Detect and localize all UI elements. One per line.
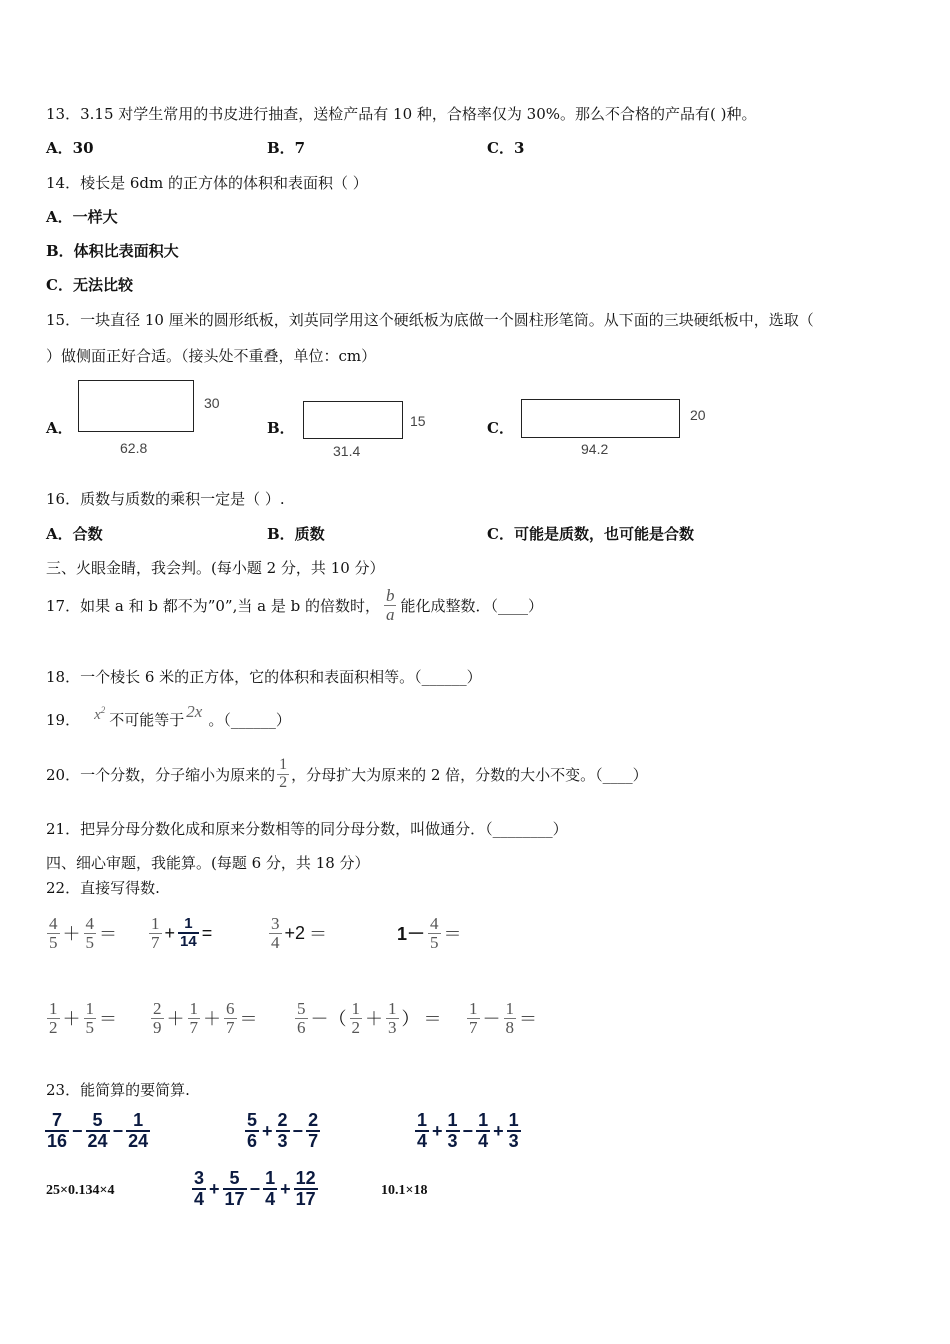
frac-num: 1 [388,998,397,1018]
plus-operator: + [432,1120,443,1141]
q23-e2-frac-a [245,1111,259,1151]
q23-e1-frac-a [45,1111,69,1151]
q22-r2e2-frac-b [188,1000,201,1037]
frac-num: 1 [478,1110,489,1131]
q16-option-b[interactable]: B．质数 [267,525,325,543]
q15-stem-line1: 15．一块直径 10 厘米的圆形纸板，刘英同学用这个硬纸板为底做一个圆柱形笔筒。从下面的三块硬纸板中，选取（ [46,311,814,329]
q19-after: 。（______） [208,711,291,729]
minus-operator: − [462,1120,474,1141]
q22-row2-expr2 [150,993,260,1043]
minus-operator: − [249,1178,261,1199]
frac-den: 8 [505,1017,514,1037]
q22-row1-expr1 [46,908,119,958]
q22-row2-expr1 [46,993,119,1043]
section-4-heading: 四、细心审题，我能算。(每题 6 分，共 18 分） [46,854,370,872]
minus-operator: − [112,1120,124,1141]
frac-den: 16 [47,1131,68,1151]
q22-row2-expr3 [294,993,444,1043]
frac-den: 6 [297,1017,306,1037]
frac-num: 1 [351,998,360,1018]
q13-stem: 13．3.15 对学生常用的书皮进行抽查，送检产品有 10 种，合格率仅为 30%。那么不合格的产品有( )种。 [46,105,757,123]
q16-stem: 16．质数与质数的乘积一定是（ ）. [46,490,285,508]
q15-stem-line2: ）做侧面正好合适。（接头处不重叠，单位：cm） [46,347,377,365]
q17-frac-den: a [385,604,395,624]
frac-den: 6 [247,1131,258,1151]
frac-num: 6 [226,998,235,1018]
q15-rect-b-width: 31.4 [333,443,361,459]
frac-num: 1 [469,998,478,1018]
q23-e3-frac-d [507,1111,521,1151]
frac-num: 5 [297,998,306,1018]
q20 [46,752,648,796]
q19-x: x [94,707,101,723]
q13-option-b[interactable]: B．7 [267,139,306,157]
frac-num: 4 [85,913,94,933]
frac-num: 4 [430,913,439,933]
frac-den: 2 [351,1017,360,1037]
q23-e5-frac-b [223,1169,247,1209]
q23-e3-frac-c [476,1111,490,1151]
equals-sign: ＝ [99,924,117,944]
frac-den: 14 [180,933,197,950]
q23-e2-frac-b [276,1111,290,1151]
frac-den: 7 [226,1017,235,1037]
frac-num: 1 [49,998,58,1018]
close-paren: ） [401,1009,420,1029]
frac-den: 5 [49,932,58,952]
frac-den: 2 [49,1017,58,1037]
q20-before: 20．一个分数，分子缩小为原来的 [46,765,276,784]
q22-row1-expr3 [268,908,329,958]
q19-prefix: 19． [46,711,81,729]
q22-r2e1-frac-b [84,1000,97,1037]
plus-operator: + [493,1120,504,1141]
frac-num: 2 [277,1110,288,1131]
frac-den: 4 [194,1189,205,1209]
q20-fraction [277,757,289,792]
q15-option-b[interactable]: B． [267,419,295,437]
minus-operator: − [292,1120,304,1141]
q22-r1e1-frac-a [47,915,60,952]
q23-expr1 [44,1105,151,1157]
equals-sign: ＝ [443,924,462,944]
frac-num: 1 [184,915,193,933]
q22-r2e2-frac-a [151,1000,164,1037]
q22-r2e3-frac-a [295,1000,308,1037]
frac-den: 24 [128,1131,149,1151]
section-3-heading: 三、火眼金睛，我会判。(每小题 2 分，共 10 分） [46,559,385,577]
q19-middle: 不可能等于 [109,711,185,729]
q15-rect-c-width: 94.2 [581,441,609,457]
q13-option-c[interactable]: C．3 [487,139,525,157]
q22-r1e2-frac-b [178,916,199,950]
q23-expr3 [414,1105,522,1157]
plus-operator: ＋ [62,924,81,944]
equals-sign: ＝ [239,1009,258,1029]
frac-num: 1 [151,913,160,933]
frac-num: 5 [92,1110,103,1131]
q23-expr5 [191,1163,319,1215]
plus-operator: + [209,1178,220,1199]
q22-r2e3-frac-c [386,1000,399,1037]
frac-num: 1 [265,1168,276,1189]
q15-rect-a-width: 62.8 [120,440,148,456]
q22-r1e2-frac-a [149,915,162,952]
q22-r1e4-frac-b [428,915,441,952]
q22-r1e1-frac-b [84,915,97,952]
q19 [46,700,291,730]
q22-row1-expr2 [148,908,214,958]
equals-sign: ＝ [519,1009,537,1029]
frac-num: 1 [417,1110,428,1131]
q14-option-b[interactable]: B．体积比表面积大 [46,242,179,260]
q15-rect-a [78,380,194,432]
frac-num: 3 [271,913,280,933]
q23-e3-frac-a [415,1111,429,1151]
q13-option-a[interactable]: A．30 [46,139,94,157]
frac-num: 1 [447,1110,458,1131]
q15-rect-c-height: 20 [690,407,706,423]
frac-num: 12 [295,1168,316,1189]
frac-den: 5 [85,932,94,952]
frac-num: 1 [133,1110,144,1131]
plus-operator: ＋ [166,1009,185,1029]
frac-num: 3 [194,1168,205,1189]
frac-den: 17 [295,1189,316,1209]
plus-two: +2 [284,922,306,943]
plus-operator: + [262,1120,273,1141]
frac-den: 3 [508,1131,519,1151]
frac-den: 3 [277,1131,288,1151]
q22-title: 22．直接写得数. [46,879,160,897]
q20-after: ，分母扩大为原来的 2 倍，分数的大小不变。（____） [291,765,648,784]
q19-two-x: 2x [186,702,203,721]
q23-e3-frac-b [446,1111,460,1151]
frac-den: 4 [417,1131,428,1151]
frac-num: 4 [49,913,58,933]
q17-after: 能化成整数．（____） [400,596,543,615]
q17 [46,580,543,630]
q23-e5-frac-c [263,1169,277,1209]
frac-den: 17 [224,1189,245,1209]
frac-den: 7 [189,1017,198,1037]
frac-num: 1 [508,1110,519,1131]
q23-expr4: 25×0.134×4 [46,1183,115,1198]
frac-den: 3 [388,1017,397,1037]
plus-operator: ＋ [365,1009,383,1029]
q22-r2e4-frac-a [467,1000,480,1037]
plus-operator: ＋ [203,1009,221,1029]
q23-expr6: 10.1×18 [381,1183,428,1198]
frac-num: 1 [505,998,514,1018]
q22-row1-expr4 [395,908,464,958]
q22-r2e3-frac-b [350,1000,363,1037]
equals-sign: ＝ [99,1009,117,1029]
q20-frac-num: 1 [279,755,288,773]
q19-x-squared [94,705,105,724]
q14-option-c[interactable]: C．无法比较 [46,276,133,294]
q23-e5-frac-a [192,1169,206,1209]
q16-option-a[interactable]: A．合数 [46,525,103,543]
q15-rect-b [303,401,403,439]
frac-num: 5 [247,1110,258,1131]
q20-frac-den: 2 [279,773,288,791]
frac-num: 1 [85,998,94,1018]
plus-operator: + [164,922,176,943]
q15-option-c[interactable]: C． [487,419,514,437]
frac-den: 4 [265,1189,276,1209]
q18: 18．一个棱长 6 米的正方体，它的体积和表面积相等。（______） [46,668,482,686]
frac-den: 5 [430,932,439,952]
frac-den: 7 [469,1017,478,1037]
frac-den: 4 [478,1131,489,1151]
q22-row2-expr4 [466,993,539,1043]
one-minus: 1－ [397,924,426,944]
q22-r2e4-frac-b [504,1000,517,1037]
q22-r2e1-frac-a [47,1000,60,1037]
q15-option-a[interactable]: A． [46,419,73,437]
q16-option-c[interactable]: C．可能是质数，也可能是合数 [487,525,694,543]
q14-option-a[interactable]: A．一样大 [46,208,118,226]
plus-operator: + [280,1178,291,1199]
q23-title: 23．能简算的要简算. [46,1081,190,1099]
q15-rect-c [521,399,680,438]
q21: 21．把异分母分数化成和原来分数相等的同分母分数，叫做通分．（________） [46,820,568,838]
q14-stem: 14．棱长是 6dm 的正方体的体积和表面积（ ） [46,174,368,192]
minus-paren-operator: －（ [310,1009,347,1029]
q23-e1-frac-b [86,1111,110,1151]
q22-r1e3-frac-a [269,915,282,952]
frac-num: 7 [52,1110,63,1131]
frac-num: 2 [308,1110,319,1131]
frac-den: 7 [151,932,160,952]
q19-exponent: 2 [100,705,106,715]
q22-r2e2-frac-c [224,1000,237,1037]
q17-frac-num: b [385,585,395,605]
frac-den: 24 [87,1131,108,1151]
equals-sign: ＝ [423,1009,442,1029]
frac-den: 7 [308,1131,319,1151]
q15-rect-a-height: 30 [204,395,220,411]
q23-e1-frac-c [126,1111,150,1151]
q17-before: 17．如果 a 和 b 都不为”0”,当 a 是 b 的倍数时， [46,596,380,615]
q17-fraction [384,587,397,624]
minus-operator: － [482,1009,501,1029]
q23-expr2 [244,1105,321,1157]
frac-num: 5 [229,1168,240,1189]
frac-den: 4 [271,932,280,952]
frac-den: 9 [153,1017,162,1037]
frac-den: 5 [85,1017,94,1037]
q23-e5-frac-d [294,1169,318,1209]
q23-e2-frac-c [306,1111,320,1151]
q15-rect-b-height: 15 [410,413,426,429]
plus-operator: ＋ [62,1009,81,1029]
equals-sign: ＝ [309,924,328,944]
equals-sign: = [201,922,213,943]
minus-operator: − [72,1120,83,1141]
frac-num: 1 [189,998,198,1018]
frac-den: 3 [447,1131,458,1151]
frac-num: 2 [153,998,162,1018]
